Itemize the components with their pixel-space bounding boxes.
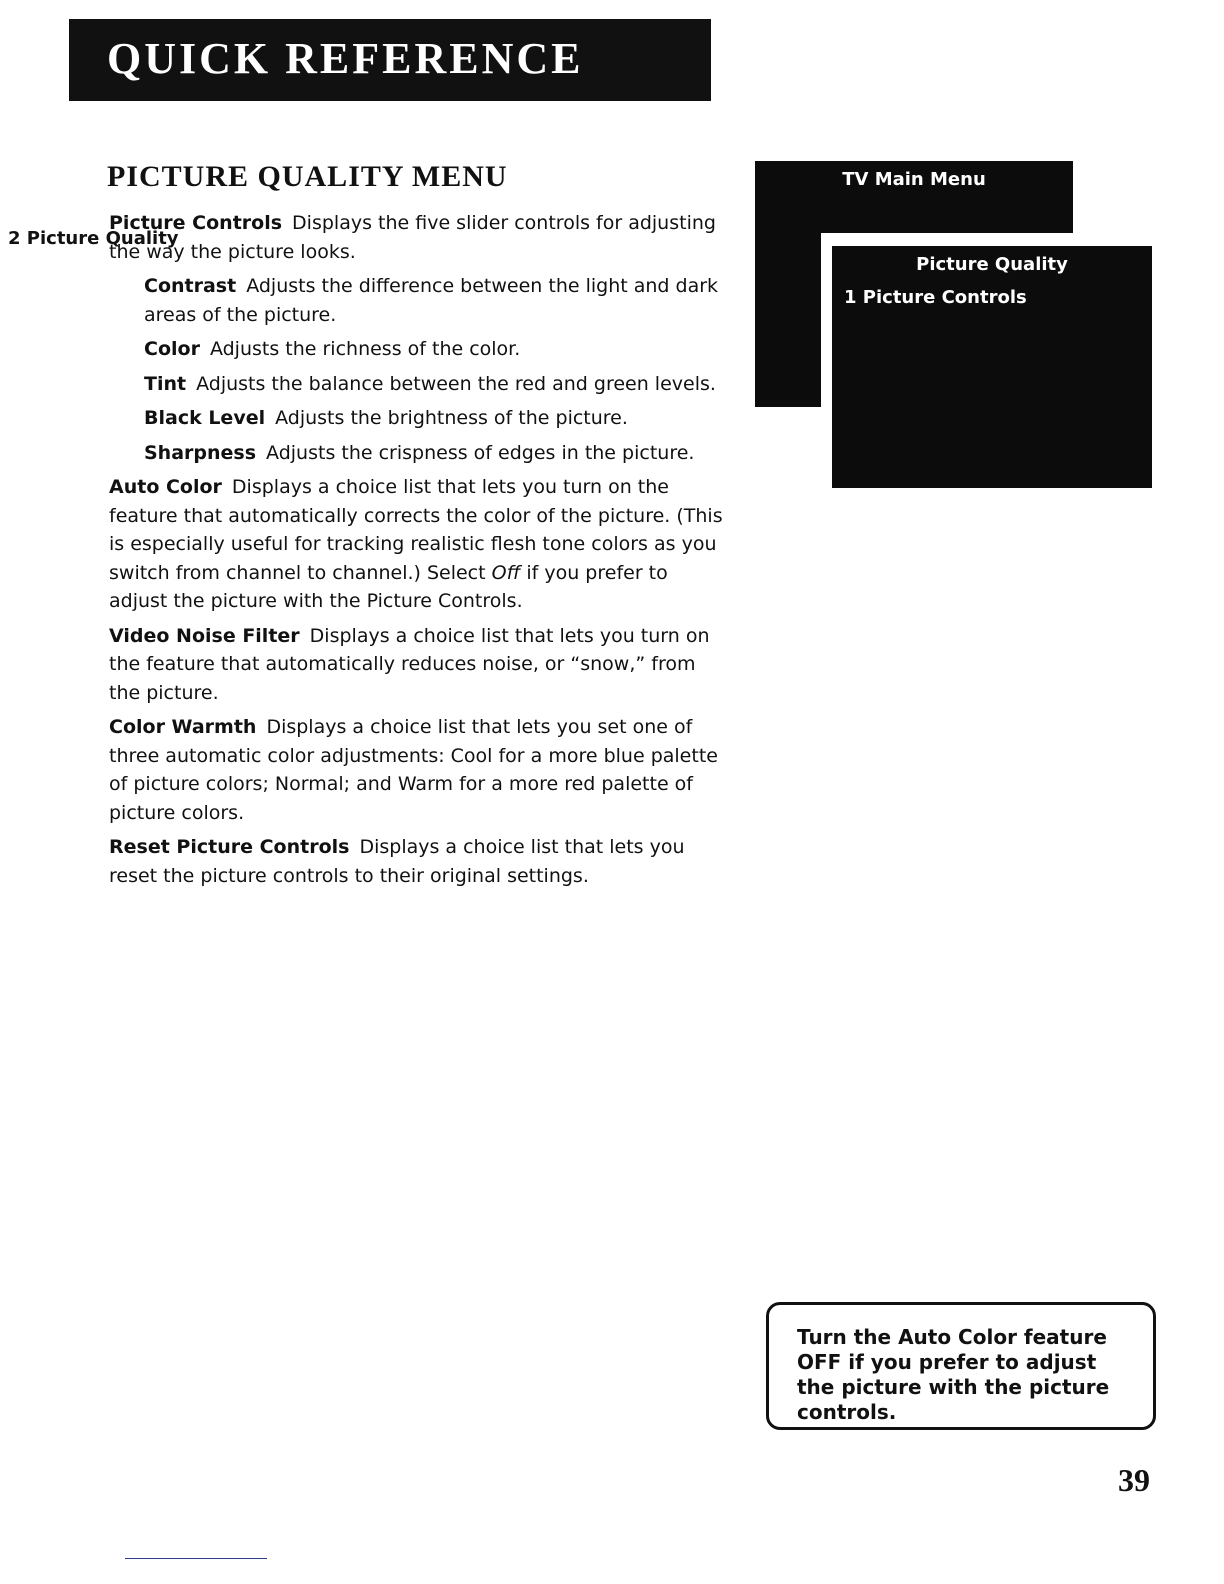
entry-term: Contrast — [144, 275, 237, 297]
tv-main-menu-title: TV Main Menu — [842, 169, 986, 190]
entry-term: Color Warmth — [109, 716, 257, 738]
entry-black-level — [144, 404, 724, 433]
entry-auto-color — [109, 473, 724, 616]
page-number: 39 — [1118, 1462, 1150, 1498]
entry-term: Tint — [144, 372, 187, 395]
entry-text: Adjusts the difference between the light and dark areas of the picture. — [144, 275, 719, 326]
entry-term: Picture Controls — [109, 212, 283, 234]
entry-text: Displays a choice list that lets you set one of three automatic color adjustments: Cool for a more blue palette of picture colors; Normal; and Warm for a more red palette of picture colors. — [109, 716, 718, 824]
menu-descriptions — [109, 209, 724, 896]
entry-text: if you prefer to adjust the picture with the Picture Controls. — [109, 561, 668, 612]
entry-color — [144, 335, 724, 364]
tv-main-menu-item: 2 Picture Quality — [8, 228, 179, 249]
entry-term: Video Noise Filter — [109, 624, 300, 647]
tv-main-menu-screen — [755, 161, 1073, 233]
tv-main-menu-screen-lower — [755, 233, 821, 407]
entry-text: Adjusts the crispness of edges in the picture. — [266, 441, 695, 464]
entry-term: Sharpness — [144, 441, 257, 464]
footer-rule — [125, 1558, 267, 1559]
picture-quality-submenu-title: Picture Quality — [916, 254, 1068, 275]
section-title: PICTURE QUALITY MENU — [107, 160, 508, 193]
picture-quality-submenu-item: 1 Picture Controls — [844, 287, 1027, 308]
entry-text: Displays a choice list that lets you turn on the feature that automatically reduces noise, or “snow,” from the picture. — [109, 624, 710, 704]
header-banner — [69, 19, 711, 101]
entry-text: Displays the five slider controls for adjusting the way the picture looks. — [109, 212, 716, 263]
tip-callout — [766, 1302, 1156, 1430]
entry-video-noise-filter — [109, 622, 724, 708]
entry-emphasis: Off — [491, 561, 521, 584]
entry-tint — [144, 370, 724, 399]
entry-picture-controls — [109, 209, 724, 266]
entry-text: Displays a choice list that lets you reset the picture controls to their original settings. — [109, 836, 685, 887]
tip-text: Turn the Auto Color feature OFF if you prefer to adjust the picture with the picture controls. — [797, 1325, 1110, 1424]
entry-reset-picture-controls — [109, 833, 724, 890]
entry-term: Auto Color — [109, 476, 222, 498]
entry-term: Black Level — [144, 407, 266, 429]
entry-term: Reset Picture Controls — [109, 836, 350, 858]
entry-sharpness — [144, 439, 724, 468]
banner-title: QUICK REFERENCE — [107, 34, 584, 83]
entry-text: Adjusts the brightness of the picture. — [275, 407, 628, 429]
picture-quality-submenu-screen — [832, 246, 1152, 488]
entry-contrast — [144, 272, 724, 329]
entry-term: Color — [144, 338, 200, 360]
entry-color-warmth — [109, 713, 724, 827]
entry-text: Displays a choice list that lets you turn on the feature that automatically corrects the color of the picture. (This is especially useful for tracking realistic flesh tone colors as you switch from channel to channel.) Select — [109, 476, 723, 584]
entry-text: Adjusts the richness of the color. — [209, 338, 521, 360]
entry-text: Adjusts the balance between the red and green levels. — [196, 372, 716, 395]
